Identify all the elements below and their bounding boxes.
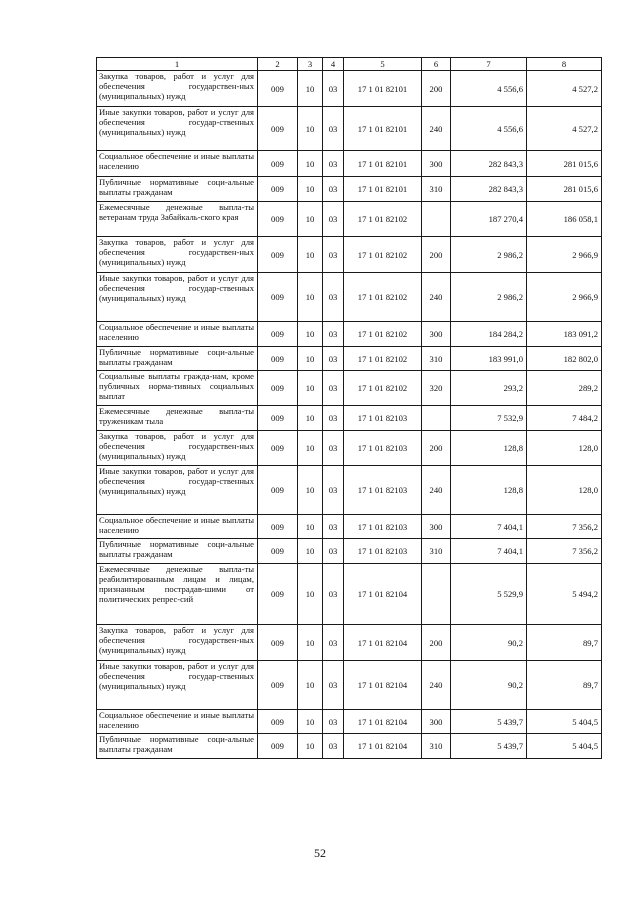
value-cell-c2: 009 — [258, 515, 298, 539]
value-cell-c4: 03 — [323, 202, 344, 237]
row-name-cell: Социальное обеспечение и иные выплаты населению — [97, 710, 258, 734]
table-row — [97, 515, 602, 539]
value-cell-c6: 240 — [422, 466, 451, 515]
value-cell-c5: 17 1 01 82101 — [344, 71, 422, 107]
value-cell-c8: 182 802,0 — [527, 347, 602, 371]
value-cell-c4: 03 — [323, 734, 344, 759]
value-cell-c5: 17 1 01 82104 — [344, 710, 422, 734]
value-cell-c2: 009 — [258, 371, 298, 406]
value-cell-c3: 10 — [298, 625, 323, 661]
table-row — [97, 406, 602, 431]
value-cell-c2: 009 — [258, 710, 298, 734]
value-cell-c5: 17 1 01 82102 — [344, 273, 422, 322]
table-row — [97, 273, 602, 322]
value-cell-c5: 17 1 01 82102 — [344, 202, 422, 237]
value-cell-c6: 310 — [422, 177, 451, 202]
value-cell-c6 — [422, 564, 451, 625]
value-cell-c8: 281 015,6 — [527, 151, 602, 177]
value-cell-c4: 03 — [323, 625, 344, 661]
value-cell-c4: 03 — [323, 347, 344, 371]
table-row — [97, 431, 602, 466]
value-cell-c3: 10 — [298, 151, 323, 177]
value-cell-c8: 89,7 — [527, 625, 602, 661]
value-cell-c5: 17 1 01 82103 — [344, 539, 422, 564]
value-cell-c5: 17 1 01 82104 — [344, 734, 422, 759]
value-cell-c2: 009 — [258, 273, 298, 322]
table-row — [97, 71, 602, 107]
row-name-cell: Ежемесячные денежные выпла-ты труженикам тыла — [97, 406, 258, 431]
table-row — [97, 625, 602, 661]
table-row — [97, 107, 602, 151]
row-name-cell: Публичные нормативные соци-альные выплаты гражданам — [97, 177, 258, 202]
row-name-cell: Закупка товаров, работ и услуг для обеспечения государствен-ных (муниципальных) нужд — [97, 431, 258, 466]
value-cell-c5: 17 1 01 82102 — [344, 371, 422, 406]
value-cell-c5: 17 1 01 82104 — [344, 661, 422, 710]
value-cell-c8: 183 091,2 — [527, 322, 602, 347]
value-cell-c2: 009 — [258, 322, 298, 347]
table-row — [97, 151, 602, 177]
value-cell-c2: 009 — [258, 71, 298, 107]
value-cell-c7: 184 284,2 — [451, 322, 527, 347]
row-name-cell: Ежемесячные денежные выпла-ты ветеранам труда Забайкаль-ского края — [97, 202, 258, 237]
value-cell-c8: 128,0 — [527, 466, 602, 515]
value-cell-c3: 10 — [298, 71, 323, 107]
column-header: 7 — [451, 58, 527, 71]
value-cell-c7: 4 556,6 — [451, 107, 527, 151]
value-cell-c2: 009 — [258, 107, 298, 151]
value-cell-c7: 90,2 — [451, 661, 527, 710]
value-cell-c8: 5 404,5 — [527, 734, 602, 759]
value-cell-c4: 03 — [323, 710, 344, 734]
value-cell-c8: 4 527,2 — [527, 107, 602, 151]
value-cell-c3: 10 — [298, 322, 323, 347]
value-cell-c8: 7 356,2 — [527, 539, 602, 564]
value-cell-c2: 009 — [258, 539, 298, 564]
budget-table — [96, 57, 602, 759]
value-cell-c8: 5 404,5 — [527, 710, 602, 734]
value-cell-c3: 10 — [298, 107, 323, 151]
value-cell-c8: 2 966,9 — [527, 237, 602, 273]
value-cell-c4: 03 — [323, 237, 344, 273]
row-name-cell: Иные закупки товаров, работ и услуг для обеспечения государ-ственных (муниципальных) нужд — [97, 273, 258, 322]
value-cell-c3: 10 — [298, 273, 323, 322]
value-cell-c4: 03 — [323, 466, 344, 515]
value-cell-c7: 282 843,3 — [451, 151, 527, 177]
row-name-cell: Публичные нормативные соци-альные выплаты гражданам — [97, 734, 258, 759]
value-cell-c8: 5 494,2 — [527, 564, 602, 625]
value-cell-c4: 03 — [323, 539, 344, 564]
value-cell-c4: 03 — [323, 322, 344, 347]
column-header: 8 — [527, 58, 602, 71]
column-header: 4 — [323, 58, 344, 71]
value-cell-c7: 7 404,1 — [451, 539, 527, 564]
value-cell-c5: 17 1 01 82102 — [344, 347, 422, 371]
value-cell-c7: 5 529,9 — [451, 564, 527, 625]
value-cell-c5: 17 1 01 82104 — [344, 625, 422, 661]
value-cell-c6: 300 — [422, 710, 451, 734]
value-cell-c5: 17 1 01 82104 — [344, 564, 422, 625]
value-cell-c3: 10 — [298, 710, 323, 734]
value-cell-c5: 17 1 01 82103 — [344, 406, 422, 431]
value-cell-c3: 10 — [298, 431, 323, 466]
table-row — [97, 322, 602, 347]
value-cell-c3: 10 — [298, 177, 323, 202]
table-row — [97, 539, 602, 564]
value-cell-c6: 200 — [422, 237, 451, 273]
value-cell-c7: 5 439,7 — [451, 734, 527, 759]
value-cell-c7: 4 556,6 — [451, 71, 527, 107]
row-name-cell: Публичные нормативные соци-альные выплаты гражданам — [97, 539, 258, 564]
value-cell-c8: 89,7 — [527, 661, 602, 710]
value-cell-c3: 10 — [298, 564, 323, 625]
value-cell-c4: 03 — [323, 406, 344, 431]
value-cell-c2: 009 — [258, 202, 298, 237]
value-cell-c5: 17 1 01 82101 — [344, 151, 422, 177]
value-cell-c5: 17 1 01 82103 — [344, 515, 422, 539]
value-cell-c5: 17 1 01 82102 — [344, 237, 422, 273]
value-cell-c6: 320 — [422, 371, 451, 406]
value-cell-c8: 4 527,2 — [527, 71, 602, 107]
value-cell-c7: 128,8 — [451, 431, 527, 466]
value-cell-c6: 300 — [422, 151, 451, 177]
value-cell-c2: 009 — [258, 625, 298, 661]
page-number: 52 — [314, 846, 326, 860]
table-row — [97, 710, 602, 734]
value-cell-c5: 17 1 01 82103 — [344, 466, 422, 515]
value-cell-c7: 187 270,4 — [451, 202, 527, 237]
value-cell-c5: 17 1 01 82102 — [344, 322, 422, 347]
value-cell-c2: 009 — [258, 431, 298, 466]
value-cell-c3: 10 — [298, 371, 323, 406]
table-row — [97, 466, 602, 515]
value-cell-c7: 282 843,3 — [451, 177, 527, 202]
column-header: 2 — [258, 58, 298, 71]
value-cell-c6: 240 — [422, 273, 451, 322]
row-name-cell: Иные закупки товаров, работ и услуг для обеспечения государ-ственных (муниципальных) нужд — [97, 661, 258, 710]
value-cell-c6: 310 — [422, 539, 451, 564]
value-cell-c2: 009 — [258, 661, 298, 710]
table-row — [97, 661, 602, 710]
row-name-cell: Ежемесячные денежные выпла-ты реабилитированным лицам и лицам, признанным пострадав-шими от политических репрес-сий — [97, 564, 258, 625]
value-cell-c4: 03 — [323, 515, 344, 539]
column-header: 5 — [344, 58, 422, 71]
table-row — [97, 177, 602, 202]
column-header: 3 — [298, 58, 323, 71]
row-name-cell: Социальные выплаты гражда-нам, кроме публичных норма-тивных социальных выплат — [97, 371, 258, 406]
value-cell-c7: 293,2 — [451, 371, 527, 406]
column-header: 6 — [422, 58, 451, 71]
value-cell-c4: 03 — [323, 661, 344, 710]
table-row — [97, 202, 602, 237]
value-cell-c6: 200 — [422, 625, 451, 661]
value-cell-c6: 240 — [422, 107, 451, 151]
value-cell-c2: 009 — [258, 151, 298, 177]
value-cell-c3: 10 — [298, 515, 323, 539]
row-name-cell: Закупка товаров, работ и услуг для обеспечения государствен-ных (муниципальных) нужд — [97, 237, 258, 273]
value-cell-c7: 183 991,0 — [451, 347, 527, 371]
value-cell-c5: 17 1 01 82103 — [344, 431, 422, 466]
value-cell-c2: 009 — [258, 237, 298, 273]
value-cell-c3: 10 — [298, 202, 323, 237]
value-cell-c3: 10 — [298, 406, 323, 431]
value-cell-c4: 03 — [323, 273, 344, 322]
value-cell-c6 — [422, 202, 451, 237]
table-row — [97, 237, 602, 273]
table-row — [97, 734, 602, 759]
value-cell-c6: 300 — [422, 515, 451, 539]
value-cell-c5: 17 1 01 82101 — [344, 177, 422, 202]
table-row — [97, 371, 602, 406]
table-header-row — [97, 58, 602, 71]
value-cell-c4: 03 — [323, 71, 344, 107]
value-cell-c8: 7 484,2 — [527, 406, 602, 431]
table-row — [97, 564, 602, 625]
value-cell-c8: 7 356,2 — [527, 515, 602, 539]
value-cell-c3: 10 — [298, 237, 323, 273]
value-cell-c4: 03 — [323, 371, 344, 406]
value-cell-c6 — [422, 406, 451, 431]
row-name-cell: Социальное обеспечение и иные выплаты населению — [97, 322, 258, 347]
value-cell-c7: 2 986,2 — [451, 237, 527, 273]
value-cell-c5: 17 1 01 82101 — [344, 107, 422, 151]
value-cell-c2: 009 — [258, 347, 298, 371]
value-cell-c2: 009 — [258, 177, 298, 202]
value-cell-c6: 200 — [422, 71, 451, 107]
value-cell-c7: 128,8 — [451, 466, 527, 515]
row-name-cell: Закупка товаров, работ и услуг для обеспечения государствен-ных (муниципальных) нужд — [97, 71, 258, 107]
value-cell-c6: 310 — [422, 734, 451, 759]
row-name-cell: Социальное обеспечение и иные выплаты населению — [97, 515, 258, 539]
value-cell-c3: 10 — [298, 466, 323, 515]
value-cell-c6: 300 — [422, 322, 451, 347]
value-cell-c3: 10 — [298, 539, 323, 564]
value-cell-c7: 5 439,7 — [451, 710, 527, 734]
value-cell-c4: 03 — [323, 431, 344, 466]
value-cell-c4: 03 — [323, 177, 344, 202]
row-name-cell: Социальное обеспечение и иные выплаты населению — [97, 151, 258, 177]
value-cell-c8: 2 966,9 — [527, 273, 602, 322]
value-cell-c8: 186 058,1 — [527, 202, 602, 237]
value-cell-c3: 10 — [298, 661, 323, 710]
value-cell-c7: 7 532,9 — [451, 406, 527, 431]
value-cell-c6: 200 — [422, 431, 451, 466]
row-name-cell: Иные закупки товаров, работ и услуг для обеспечения государ-ственных (муниципальных) нужд — [97, 466, 258, 515]
value-cell-c4: 03 — [323, 564, 344, 625]
row-name-cell: Закупка товаров, работ и услуг для обеспечения государствен-ных (муниципальных) нужд — [97, 625, 258, 661]
value-cell-c6: 310 — [422, 347, 451, 371]
value-cell-c4: 03 — [323, 107, 344, 151]
column-header: 1 — [97, 58, 258, 71]
value-cell-c8: 289,2 — [527, 371, 602, 406]
value-cell-c2: 009 — [258, 406, 298, 431]
value-cell-c2: 009 — [258, 734, 298, 759]
value-cell-c7: 90,2 — [451, 625, 527, 661]
value-cell-c4: 03 — [323, 151, 344, 177]
value-cell-c6: 240 — [422, 661, 451, 710]
value-cell-c2: 009 — [258, 564, 298, 625]
value-cell-c3: 10 — [298, 347, 323, 371]
row-name-cell: Иные закупки товаров, работ и услуг для обеспечения государ-ственных (муниципальных) нужд — [97, 107, 258, 151]
table-row — [97, 347, 602, 371]
value-cell-c7: 2 986,2 — [451, 273, 527, 322]
row-name-cell: Публичные нормативные соци-альные выплаты гражданам — [97, 347, 258, 371]
value-cell-c7: 7 404,1 — [451, 515, 527, 539]
value-cell-c8: 128,0 — [527, 431, 602, 466]
value-cell-c8: 281 015,6 — [527, 177, 602, 202]
value-cell-c2: 009 — [258, 466, 298, 515]
table-body — [97, 71, 602, 759]
value-cell-c3: 10 — [298, 734, 323, 759]
